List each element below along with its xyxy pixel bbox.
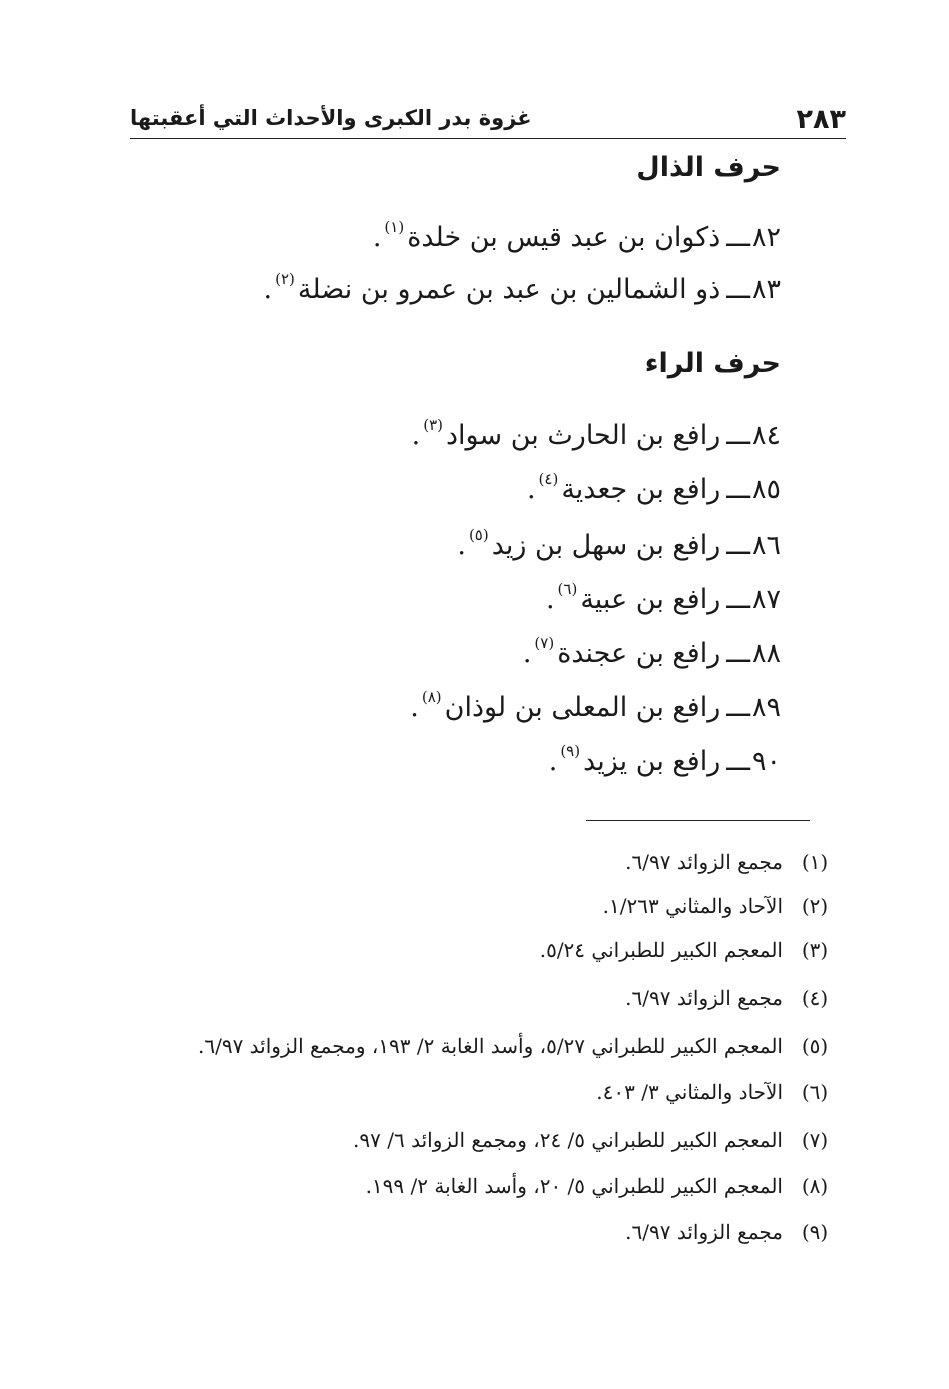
footnote-ref: (٤) (538, 470, 559, 488)
footnote-ref: (٦) (557, 580, 578, 598)
footnote-text: مجمع الزوائد ٦/٩٧. (625, 986, 783, 1010)
footnote-ref: (٥) (468, 526, 489, 544)
entry-end: . (411, 420, 421, 451)
entry-dash: ـــ (726, 274, 750, 305)
entry-number: ٨٦ (751, 530, 781, 561)
entry-end: . (548, 746, 558, 777)
entry-text: رافع بن عجندة (557, 638, 721, 669)
entry-text: رافع بن الحارث بن سواد (446, 420, 721, 451)
footnote-7 (353, 1128, 837, 1152)
footnote-5 (198, 1034, 837, 1058)
entry-end: . (263, 274, 273, 305)
footnote-mark: (٩) (801, 1220, 829, 1244)
footnote-mark: (٨) (801, 1174, 829, 1198)
footnote-ref: (١) (384, 218, 405, 236)
footnote-1 (625, 850, 837, 874)
entry-dash: ـــ (726, 638, 750, 669)
entry-number: ٨٢ (751, 222, 781, 253)
entry-88 (523, 634, 781, 669)
entry-number: ٩٠ (751, 746, 781, 777)
entry-text: رافع بن سهل بن زيد (491, 530, 721, 561)
footnote-mark: (٥) (801, 1034, 829, 1058)
entry-text: رافع بن يزيد (583, 746, 721, 777)
entry-end: . (372, 222, 382, 253)
footnote-text: المعجم الكبير للطبراني ٥/٢٤. (539, 938, 783, 962)
footnote-ref: (٨) (421, 688, 442, 706)
entry-text: رافع بن عبية (580, 584, 721, 615)
footnote-separator (586, 820, 810, 821)
footnote-3 (540, 938, 837, 962)
section-heading-ra: حرف الراء (644, 348, 781, 379)
entry-82 (373, 218, 781, 253)
entry-87 (546, 580, 781, 615)
entry-dash: ـــ (726, 746, 750, 777)
entry-85 (527, 470, 781, 505)
footnote-6 (596, 1080, 837, 1104)
footnote-9 (625, 1220, 837, 1244)
footnote-4 (625, 986, 837, 1010)
entry-86 (457, 526, 781, 561)
entry-end: . (457, 530, 466, 561)
entry-number: ٨٧ (751, 584, 781, 615)
entry-dash: ـــ (726, 530, 750, 561)
entry-text: ذكوان بن عبد قيس بن خلدة (407, 222, 721, 253)
footnote-text: مجمع الزوائد ٦/٩٧. (625, 1220, 783, 1244)
entry-end: . (526, 474, 536, 505)
entry-dash: ـــ (726, 420, 750, 451)
footnote-2 (603, 894, 837, 918)
entry-dash: ـــ (726, 222, 750, 253)
footnote-ref: (٢) (275, 270, 295, 288)
footnote-text: مجمع الزوائد ٦/٩٧. (625, 850, 783, 874)
entry-text: رافع بن المعلى بن لوذان (444, 692, 721, 723)
footnote-text: المعجم الكبير للطبراني ٥/٢٧، وأسد الغابة ٢/ ١٩٣، ومجمع الزوائد ٦/٩٧. (197, 1034, 783, 1058)
footnote-mark: (٢) (801, 894, 829, 918)
entry-dash: ـــ (726, 584, 750, 615)
footnote-mark: (١) (801, 850, 829, 874)
entry-84 (412, 416, 781, 451)
footnote-8 (366, 1174, 837, 1198)
footnote-text: المعجم الكبير للطبراني ٥/ ٢٤، ومجمع الزوائد ٦/ ٩٧. (353, 1128, 783, 1152)
entry-end: . (545, 584, 555, 615)
entry-end: . (522, 638, 532, 669)
footnote-mark: (٣) (801, 938, 829, 962)
page-number: ٢٨٣ (796, 104, 846, 135)
entry-83 (264, 270, 781, 305)
header-rule (130, 138, 846, 139)
running-title: غزوة بدر الكبرى والأحداث التي أعقبتها (130, 106, 532, 130)
entry-text: رافع بن جعدية (561, 474, 721, 505)
footnote-text: الآحاد والمثاني ١/٢٦٣. (602, 894, 783, 918)
entry-90 (549, 742, 781, 777)
footnote-mark: (٦) (801, 1080, 829, 1104)
footnote-ref: (٩) (560, 742, 581, 760)
entry-number: ٨٤ (751, 420, 781, 451)
footnote-mark: (٧) (801, 1128, 829, 1152)
entry-end: . (410, 692, 419, 723)
entry-text: ذو الشمالين بن عبد بن عمرو بن نضلة (297, 274, 721, 305)
page-header (130, 100, 846, 136)
entry-89 (410, 688, 781, 723)
footnote-mark: (٤) (801, 986, 829, 1010)
entry-number: ٨٥ (751, 474, 781, 505)
entry-dash: ـــ (726, 692, 750, 723)
entry-number: ٨٣ (751, 274, 781, 305)
entry-number: ٨٩ (751, 692, 781, 723)
footnote-ref: (٧) (534, 634, 555, 652)
entry-number: ٨٨ (751, 638, 781, 669)
entry-dash: ـــ (726, 474, 750, 505)
footnote-text: الآحاد والمثاني ٣/ ٤٠٣. (596, 1080, 783, 1104)
footnote-ref: (٣) (423, 416, 444, 434)
section-heading-dhal: حرف الذال (636, 152, 781, 183)
footnote-text: المعجم الكبير للطبراني ٥/ ٢٠، وأسد الغابة ٢/ ١٩٩. (365, 1174, 783, 1198)
